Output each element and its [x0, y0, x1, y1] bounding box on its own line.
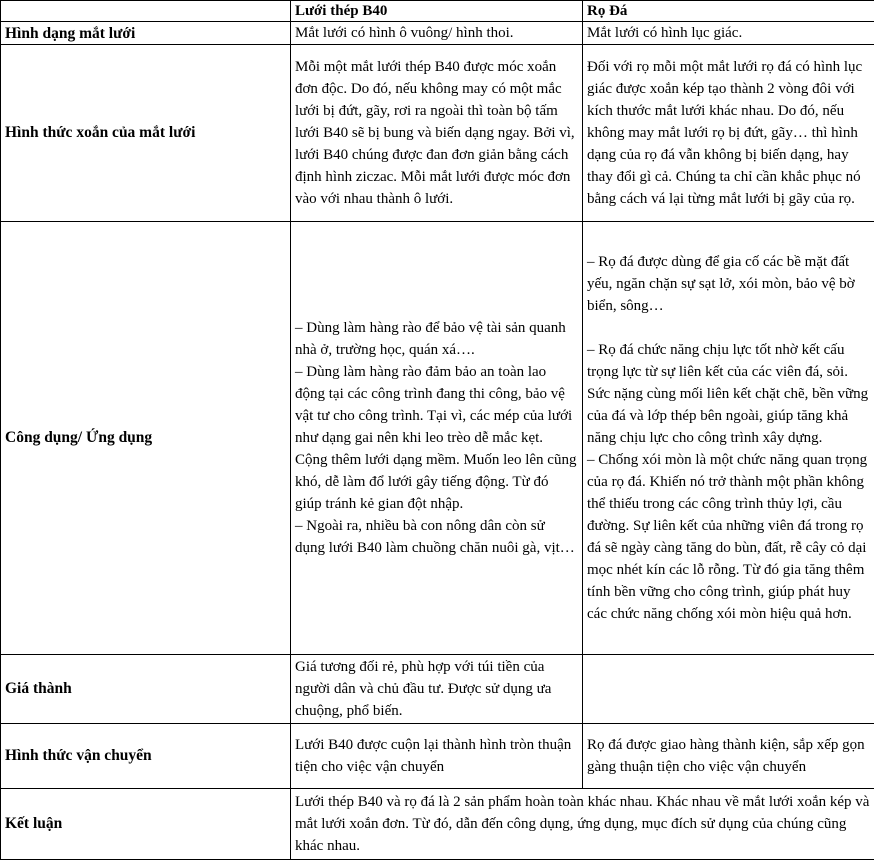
header-cell-ro-da: Rọ Đá	[583, 1, 874, 22]
cell-ro-da: – Rọ đá được dùng để gia cố các bề mặt đất yếu, ngăn chặn sự sạt lở, xói mòn, bảo vệ bờ biển, sông… – Rọ đá chức năng chịu lực tốt nhờ kết cấu trọng lực từ sự liên kết của các viên đá, sỏi. Sức nặng cùng mối liên kết chặt chẽ, bền vững của đá và lớp thép bên ngoài, giúp tăng khả năng chịu lực cho công trình xây dựng. – Chống xói mòn là một chức năng quan trọng của rọ đá. Khiến nó trở thành một phần không thể thiếu trong các công trình thủy lợi, cầu đường. Sự liên kết của những viên đá trong rọ đá sẽ ngày càng tăng do bùn, đất, rễ cây cỏ dại mọc nhét kín các lỗ rỗng. Từ đó gia tăng thêm tính bền vững cho công trình, giúp phát huy các chức năng chống xói mòn hiệu quả hơn.	[583, 222, 874, 655]
cell-ro-da	[583, 655, 874, 724]
row-label: Kết luận	[1, 789, 291, 860]
row-label: Hình dạng mắt lưới	[1, 22, 291, 45]
cell-b40: Mỗi một mắt lưới thép B40 được móc xoắn đơn độc. Do đó, nếu không may có một mắc lưới bị đứt, gãy, rơi ra ngoài thì toàn bộ tấm lưới B40 sẽ bị bung và biến dạng ngay. Bởi vì, lưới B40 chúng được đan đơn giản bằng cách định hình ziczac. Mỗi mắt lưới được móc đơn vào với nhau thành ô lưới.	[291, 45, 583, 222]
cell-ro-da: Đối với rọ mỗi một mắt lưới rọ đá có hình lục giác được xoắn kép tạo thành 2 vòng đôi với kích thước mắt lưới khác nhau. Do đó, nếu không may mắt lưới rọ bị đứt, gãy… thì hình dạng của rọ đá vẫn không bị biến dạng, hay thay đổi gì cả. Chúng ta chỉ cần khắc phục nó bằng cách vá lại từng mắt lưới bị gãy của rọ.	[583, 45, 874, 222]
table-row-applications	[1, 222, 874, 655]
cell-b40: Lưới B40 được cuộn lại thành hình tròn thuận tiện cho việc vận chuyển	[291, 724, 583, 789]
cell-b40: Mắt lưới có hình ô vuông/ hình thoi.	[291, 22, 583, 45]
header-cell-empty	[1, 1, 291, 22]
cell-conclusion: Lưới thép B40 và rọ đá là 2 sản phẩm hoàn toàn khác nhau. Khác nhau về mắt lưới xoắn kép và mắt lưới xoắn đơn. Từ đó, dẫn đến công dụng, ứng dụng, mục đích sử dụng của chúng cũng khác nhau.	[291, 789, 874, 860]
table-row-mesh-shape	[1, 22, 874, 45]
row-label: Hình thức xoắn của mắt lưới	[1, 45, 291, 222]
table-row-conclusion	[1, 789, 874, 860]
row-label: Công dụng/ Ứng dụng	[1, 222, 291, 655]
cell-b40: Giá tương đối rẻ, phù hợp với túi tiền của người dân và chủ đầu tư. Được sử dụng ưa chuộng, phổ biến.	[291, 655, 583, 724]
cell-ro-da: Rọ đá được giao hàng thành kiện, sắp xếp gọn gàng thuận tiện cho việc vận chuyển	[583, 724, 874, 789]
table-row-twist-type	[1, 45, 874, 222]
table-row-price	[1, 655, 874, 724]
table-header-row	[1, 1, 874, 22]
row-label: Giá thành	[1, 655, 291, 724]
row-label: Hình thức vận chuyển	[1, 724, 291, 789]
header-cell-b40: Lưới thép B40	[291, 1, 583, 22]
cell-b40: – Dùng làm hàng rào để bảo vệ tài sản quanh nhà ở, trường học, quán xá…. – Dùng làm hàng rào đảm bảo an toàn lao động tại các công trình đang thi công, bảo vệ vật tư cho công trình. Tại vì, các mép của lưới như dạng gai nên khi leo trèo dễ mắc kẹt. Cộng thêm lưới dạng mềm. Muốn leo lên cũng khó, dễ làm đổ lưới gây tiếng động. Từ đó giúp tránh kẻ gian đột nhập. – Ngoài ra, nhiều bà con nông dân còn sử dụng lưới B40 làm chuồng chăn nuôi gà, vịt…	[291, 222, 583, 655]
table-row-transport	[1, 724, 874, 789]
cell-ro-da: Mắt lưới có hình lục giác.	[583, 22, 874, 45]
